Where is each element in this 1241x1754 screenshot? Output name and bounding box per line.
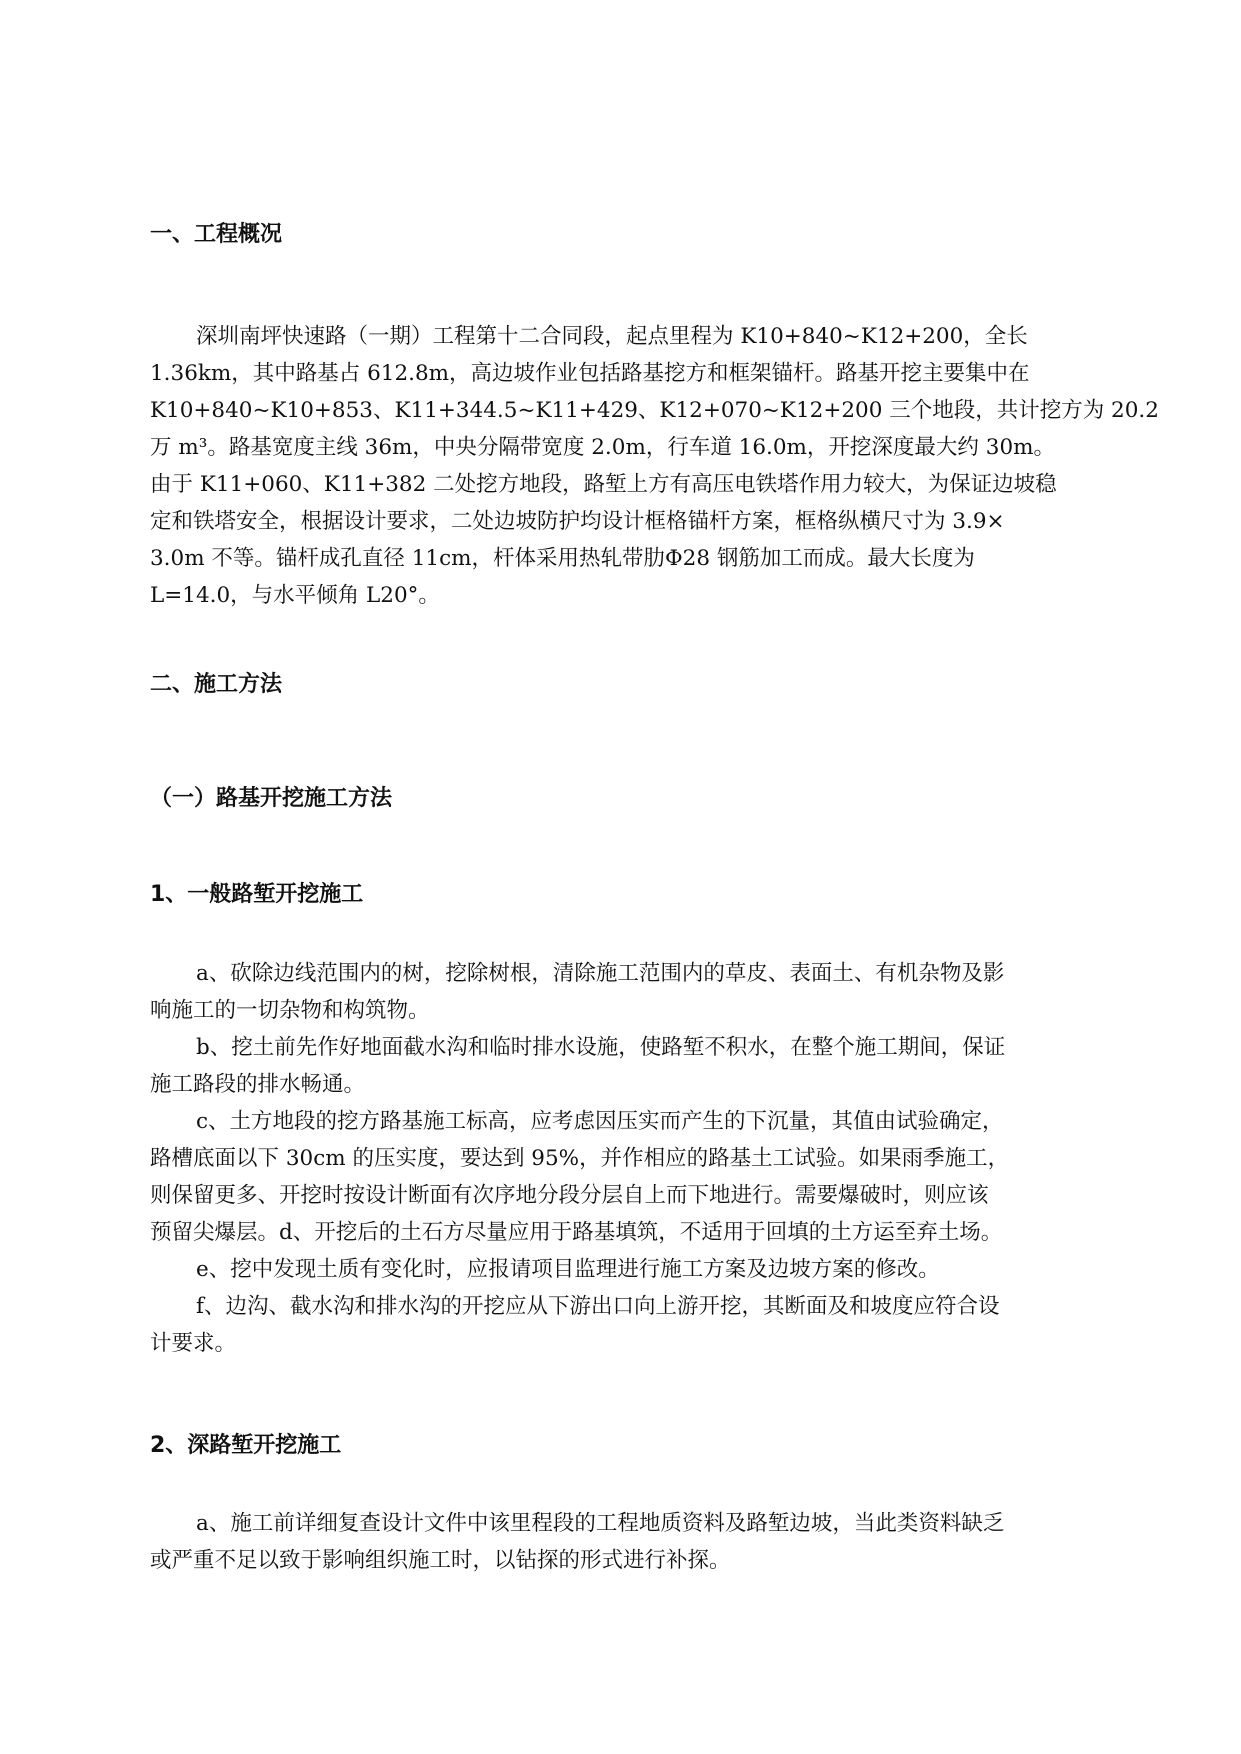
- paragraph-line: 3.0m 不等。锚杆成孔直径 11cm，杆体采用热轧带肋Φ28 钢筋加工而成。最大长度为: [150, 546, 975, 571]
- item-heading-general-cutting: 1、一般路堑开挖施工: [150, 882, 364, 907]
- paragraph-line: f、边沟、截水沟和排水沟的开挖应从下游出口向上游开挖，其断面及和坡度应符合设: [196, 1294, 1000, 1319]
- paragraph-line: 1.36km，其中路基占 612.8m，高边坡作业包括路基挖方和框架锚杆。路基开挖主要集中在: [150, 361, 1030, 386]
- paragraph-line: b、挖土前先作好地面截水沟和临时排水设施，使路堑不积水，在整个施工期间，保证: [196, 1035, 1006, 1060]
- paragraph-line: 预留尖爆层。d、开挖后的土石方尽量应用于路基填筑，不适用于回填的土方运至弃土场。: [150, 1220, 1003, 1245]
- paragraph-line: 深圳南坪快速路（一期）工程第十二合同段，起点里程为 K10+840~K12+200，全长: [196, 324, 1028, 349]
- section-heading-project-overview: 一、工程概况: [150, 222, 283, 247]
- paragraph-line: 由于 K11+060、K11+382 二处挖方地段，路堑上方有高压电铁塔作用力较大，为保证边坡稳: [150, 472, 1057, 497]
- paragraph-line: 定和铁塔安全，根据设计要求，二处边坡防护均设计框格锚杆方案，框格纵横尺寸为 3.9×: [150, 509, 1005, 534]
- item-heading-deep-cutting: 2、深路堑开挖施工: [150, 1433, 342, 1458]
- paragraph-line: K10+840~K10+853、K11+344.5~K11+429、K12+070~K12+200 三个地段，共计挖方为 20.2: [150, 398, 1159, 423]
- paragraph-line: L=14.0，与水平倾角 L20°。: [150, 583, 440, 608]
- paragraph-line: a、砍除边线范围内的树，挖除树根，清除施工范围内的草皮、表面土、有机杂物及影: [196, 961, 1005, 986]
- paragraph-line: e、挖中发现土质有变化时，应报请项目监理进行施工方案及边坡方案的修改。: [196, 1257, 940, 1282]
- general-cutting-paragraphs: [150, 955, 1125, 1362]
- paragraph-line: 施工路段的排水畅通。: [150, 1072, 366, 1097]
- paragraph-line: c、土方地段的挖方路基施工标高，应考虑因压实而产生的下沉量，其值由试验确定，: [196, 1109, 1004, 1134]
- paragraph-line: a、施工前详细复查设计文件中该里程段的工程地质资料及路堑边坡，当此类资料缺乏: [196, 1511, 1005, 1536]
- paragraph-line: 响施工的一切杂物和构筑物。: [150, 998, 430, 1023]
- project-overview-paragraph: [150, 318, 1159, 614]
- paragraph-line: 计要求。: [150, 1331, 237, 1356]
- subsection-heading-subgrade-excavation: （一）路基开挖施工方法: [150, 786, 393, 811]
- deep-cutting-paragraph: [150, 1505, 1125, 1579]
- paragraph-line: 万 m³。路基宽度主线 36m，中央分隔带宽度 2.0m，行车道 16.0m，开挖深度最大约 30m。: [150, 435, 1056, 460]
- section-heading-construction-method: 二、施工方法: [150, 672, 283, 697]
- paragraph-line: 路槽底面以下 30cm 的压实度，要达到 95%，并作相应的路基土工试验。如果雨季施工，: [150, 1146, 1010, 1171]
- paragraph-line: 则保留更多、开挖时按设计断面有次序地分段分层自上而下地进行。需要爆破时，则应该: [150, 1183, 989, 1208]
- paragraph-line: 或严重不足以致于影响组织施工时，以钻探的形式进行补探。: [150, 1548, 731, 1573]
